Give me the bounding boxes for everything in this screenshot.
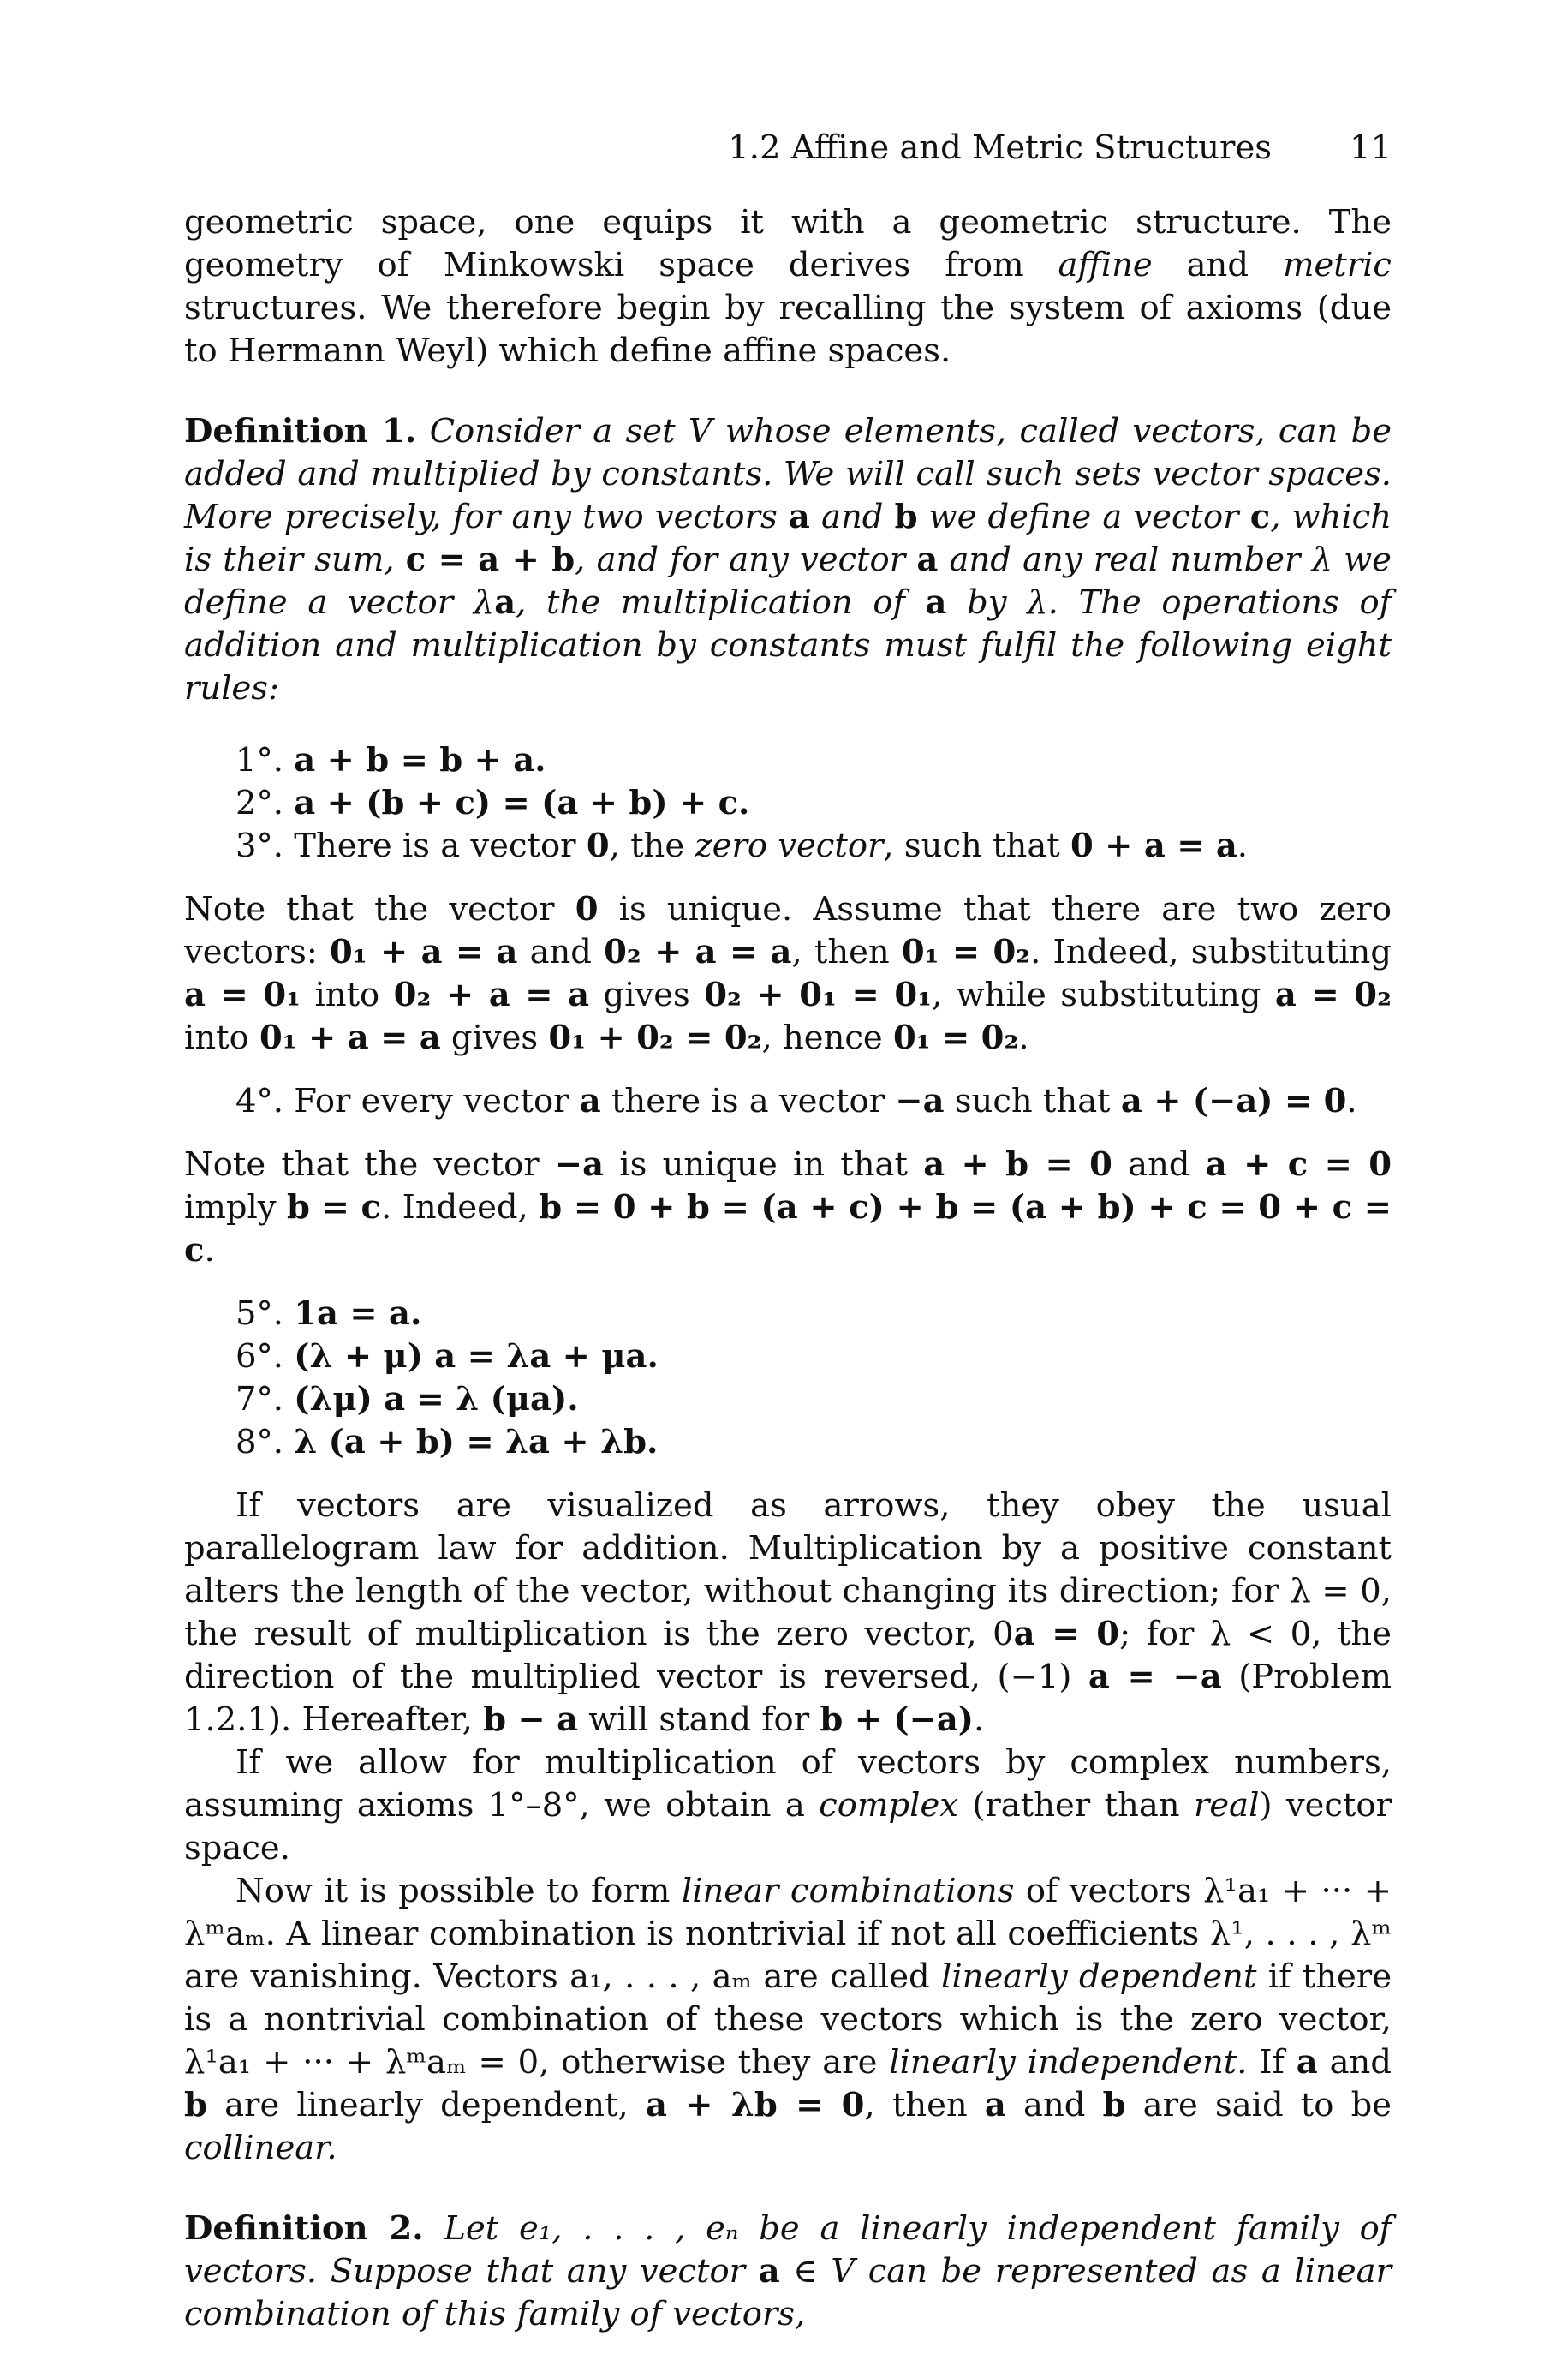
axiom-number: 3°. xyxy=(235,827,283,865)
text: is unique. Assume that there are two zero vectors: xyxy=(184,890,1392,971)
equation: a = 0₂ xyxy=(1274,976,1392,1014)
text: . Indeed, substituting xyxy=(1030,933,1392,971)
text: , then xyxy=(864,2086,985,2124)
text: , the xyxy=(609,827,695,865)
section-title: 1.2 Affine and Metric Structures xyxy=(728,128,1272,167)
equation: a + b = 0 xyxy=(923,1145,1112,1184)
text: . xyxy=(204,1231,215,1270)
paragraph-arrows xyxy=(184,1485,1392,1742)
text: geometric space, one equips it with a geometric structure. The geometry of Minkowski space derives from xyxy=(184,203,1392,284)
vector: c xyxy=(1249,498,1271,536)
axiom-number: 5°. xyxy=(235,1294,283,1333)
axiom-formula: a + b = b + a. xyxy=(294,741,546,780)
axiom-2 xyxy=(184,782,1392,825)
axiom-number: 4°. xyxy=(235,1082,283,1120)
vector: a xyxy=(984,2086,1006,2124)
equation: b + (−a) xyxy=(820,1700,974,1739)
text: , hence xyxy=(761,1019,893,1057)
axiom-number: 2°. xyxy=(235,784,283,822)
term-real: real xyxy=(1193,1786,1260,1825)
text: and xyxy=(1317,2043,1392,2082)
equation: a + c = 0 xyxy=(1205,1145,1392,1184)
text: gives xyxy=(440,1019,549,1057)
equation: 0₂ + 0₁ = 0₁ xyxy=(704,976,933,1014)
text: If vectors are visualized as arrows, they obey the usual parallelogram law for addition. Multiplication by a positive constant alters the length of the vector, without changing its direction; for λ = 0, the result of multiplication is the zero vector, 0 xyxy=(184,1486,1392,1653)
paragraph-zero-unique xyxy=(184,888,1392,1060)
axiom-4 xyxy=(184,1080,1392,1123)
axiom-5 xyxy=(184,1293,1392,1335)
text: For every vector xyxy=(294,1082,580,1120)
text: structures. We therefore begin by recalling the system of axioms (due to Hermann Weyl) which define affine spaces. xyxy=(184,289,1392,370)
term-collinear: collinear. xyxy=(184,2129,337,2167)
text: we define a vector xyxy=(917,498,1250,536)
vector: a xyxy=(579,1082,601,1120)
axiom-number: 8°. xyxy=(235,1423,283,1461)
axiom-number: 6°. xyxy=(235,1337,283,1376)
vector: −a xyxy=(895,1082,945,1120)
paragraph-linear-combinations xyxy=(184,1870,1392,2170)
text-column xyxy=(184,201,1392,2336)
text: , while substituting xyxy=(932,976,1275,1014)
text: (Problem 1.2.1). Hereafter, xyxy=(184,1658,1392,1739)
text: . Indeed, xyxy=(380,1188,540,1227)
text: , and for any vector xyxy=(575,541,917,579)
definition-2 xyxy=(184,2208,1392,2336)
text: and xyxy=(517,933,605,971)
axiom-1 xyxy=(184,739,1392,782)
text: by λ. The operations of addition and multiplication by constants must fulfil the following eight rules: xyxy=(184,583,1392,708)
vector: a xyxy=(916,541,939,579)
text: if there is a nontrivial combination of these vectors which is the zero vector, λ¹a₁ + ··· + λᵐaₘ = 0, otherwise they are xyxy=(184,1957,1392,2082)
text: . xyxy=(1346,1082,1357,1120)
term-linearly-independent: linearly independent. xyxy=(889,2043,1248,2082)
axiom-6 xyxy=(184,1335,1392,1378)
text: and xyxy=(809,498,895,536)
equation: 0₂ + a = a xyxy=(393,976,590,1014)
equation: 0₂ + a = a xyxy=(604,933,792,971)
term-complex: complex xyxy=(819,1786,958,1825)
vector: a xyxy=(788,498,810,536)
text: and any real number λ we define a vector λ xyxy=(184,541,1392,622)
text: Note that the vector xyxy=(184,1145,555,1184)
axiom-formula: (λμ) a = λ (μa). xyxy=(294,1380,579,1419)
text: Now it is possible to form xyxy=(235,1872,682,1910)
paragraph-complex xyxy=(184,1742,1392,1870)
text: . xyxy=(1018,1019,1029,1057)
vector: b xyxy=(1102,2086,1126,2124)
page-number: 11 xyxy=(1350,128,1392,167)
axiom-formula: a + (b + c) = (a + b) + c. xyxy=(294,784,750,822)
definition-1 xyxy=(184,410,1392,710)
vector: a xyxy=(758,2252,780,2291)
axiom-7 xyxy=(184,1378,1392,1421)
axiom-formula: 1a = a. xyxy=(294,1294,422,1333)
text: into xyxy=(301,976,394,1014)
vector: a xyxy=(925,583,947,622)
equation: b = c xyxy=(287,1188,381,1227)
text: (rather than xyxy=(957,1786,1194,1825)
definition-label: Definition 2. xyxy=(184,2209,424,2248)
equation: a = 0₁ xyxy=(184,976,301,1014)
text: ) vector space. xyxy=(184,1786,1392,1867)
text: and xyxy=(1112,1145,1206,1184)
text: such that xyxy=(944,1082,1121,1120)
vector: b xyxy=(184,2086,207,2124)
text: into xyxy=(184,1019,259,1057)
text: ; for λ < 0, the direction of the multiplied vector is reversed, (−1) xyxy=(184,1615,1392,1696)
text: , such that xyxy=(883,827,1070,865)
equation: a = 0 xyxy=(1013,1615,1120,1653)
text: is unique in that xyxy=(604,1145,924,1184)
definition-label: Definition 1. xyxy=(184,412,417,451)
equation: 0₁ + a = a xyxy=(330,933,518,971)
term-zero-vector: zero vector xyxy=(695,827,884,865)
text: . xyxy=(1237,827,1249,865)
paragraph-intro xyxy=(184,201,1392,373)
text: are said to be xyxy=(1125,2086,1392,2124)
axiom-8 xyxy=(184,1421,1392,1464)
text: and xyxy=(1005,2086,1103,2124)
equation: 0₁ = 0₂ xyxy=(901,933,1031,971)
axiom-3 xyxy=(184,825,1392,868)
axiom-formula: (λ + μ) a = λa + μa. xyxy=(294,1337,659,1376)
term-affine: affine xyxy=(1058,246,1153,284)
text: , which is their sum, xyxy=(184,498,1392,579)
equation: 0 + a = a xyxy=(1070,827,1237,865)
text: imply xyxy=(184,1188,288,1227)
equation: 0₁ + a = a xyxy=(259,1019,441,1057)
vector: a xyxy=(1296,2043,1318,2082)
running-head xyxy=(184,127,1392,170)
text: Consider a set V whose elements, called vectors, can be added and multiplied by constants. We will call such sets vector spaces. More precisely, for any two vectors xyxy=(184,412,1392,536)
text: Note that the vector xyxy=(184,890,575,929)
term-metric: metric xyxy=(1282,246,1392,284)
vector: b xyxy=(894,498,918,536)
equation: 0₁ = 0₂ xyxy=(892,1019,1019,1057)
axiom-number: 7°. xyxy=(235,1380,283,1419)
paragraph-negative-unique xyxy=(184,1144,1392,1272)
text: If we allow for multiplication of vectors by complex numbers, assuming axioms 1°–8°, we obtain a xyxy=(184,1743,1392,1825)
term-linearly-dependent: linearly dependent xyxy=(941,1957,1257,1996)
vector: 0 xyxy=(575,890,599,929)
equation: a + λb = 0 xyxy=(645,2086,865,2124)
text: and xyxy=(1152,246,1283,284)
equation: a = −a xyxy=(1088,1658,1222,1696)
text: there is a vector xyxy=(600,1082,896,1120)
axiom-formula: λ (a + b) = λa + λb. xyxy=(294,1423,659,1461)
text: . xyxy=(974,1700,985,1739)
vector: a xyxy=(494,583,516,622)
term-linear-combinations: linear combinations xyxy=(681,1872,1015,1910)
axiom-number: 1°. xyxy=(235,741,283,780)
text: There is a vector xyxy=(294,827,587,865)
vector: −a xyxy=(554,1145,605,1184)
equation: 0₁ + 0₂ = 0₂ xyxy=(548,1019,762,1057)
equation: b = 0 + b = (a + c) + b = (a + b) + c = 0 + c = c xyxy=(184,1188,1392,1270)
text: , then xyxy=(791,933,902,971)
text: of vectors λ¹a₁ + ··· + λᵐaₘ. A linear combination is nontrivial if not all coefficients λ¹, . . . , λᵐ are vanishing. Vectors a₁, . . . , aₘ are called xyxy=(184,1872,1392,1996)
text: are linearly dependent, xyxy=(206,2086,646,2124)
equation: b − a xyxy=(483,1700,579,1739)
equation: a + (−a) = 0 xyxy=(1120,1082,1347,1120)
equation: c = a + b xyxy=(405,541,575,579)
text: will stand for xyxy=(578,1700,820,1739)
text: Let e₁, . . . , eₙ be a linearly independent family of vectors. Suppose that any vector xyxy=(184,2209,1392,2291)
text: If xyxy=(1247,2043,1297,2082)
text: ∈ V can be represented as a linear combination of this family of vectors, xyxy=(184,2252,1392,2333)
text: , the multiplication of xyxy=(516,583,926,622)
vector: 0 xyxy=(586,827,610,865)
text: gives xyxy=(589,976,705,1014)
